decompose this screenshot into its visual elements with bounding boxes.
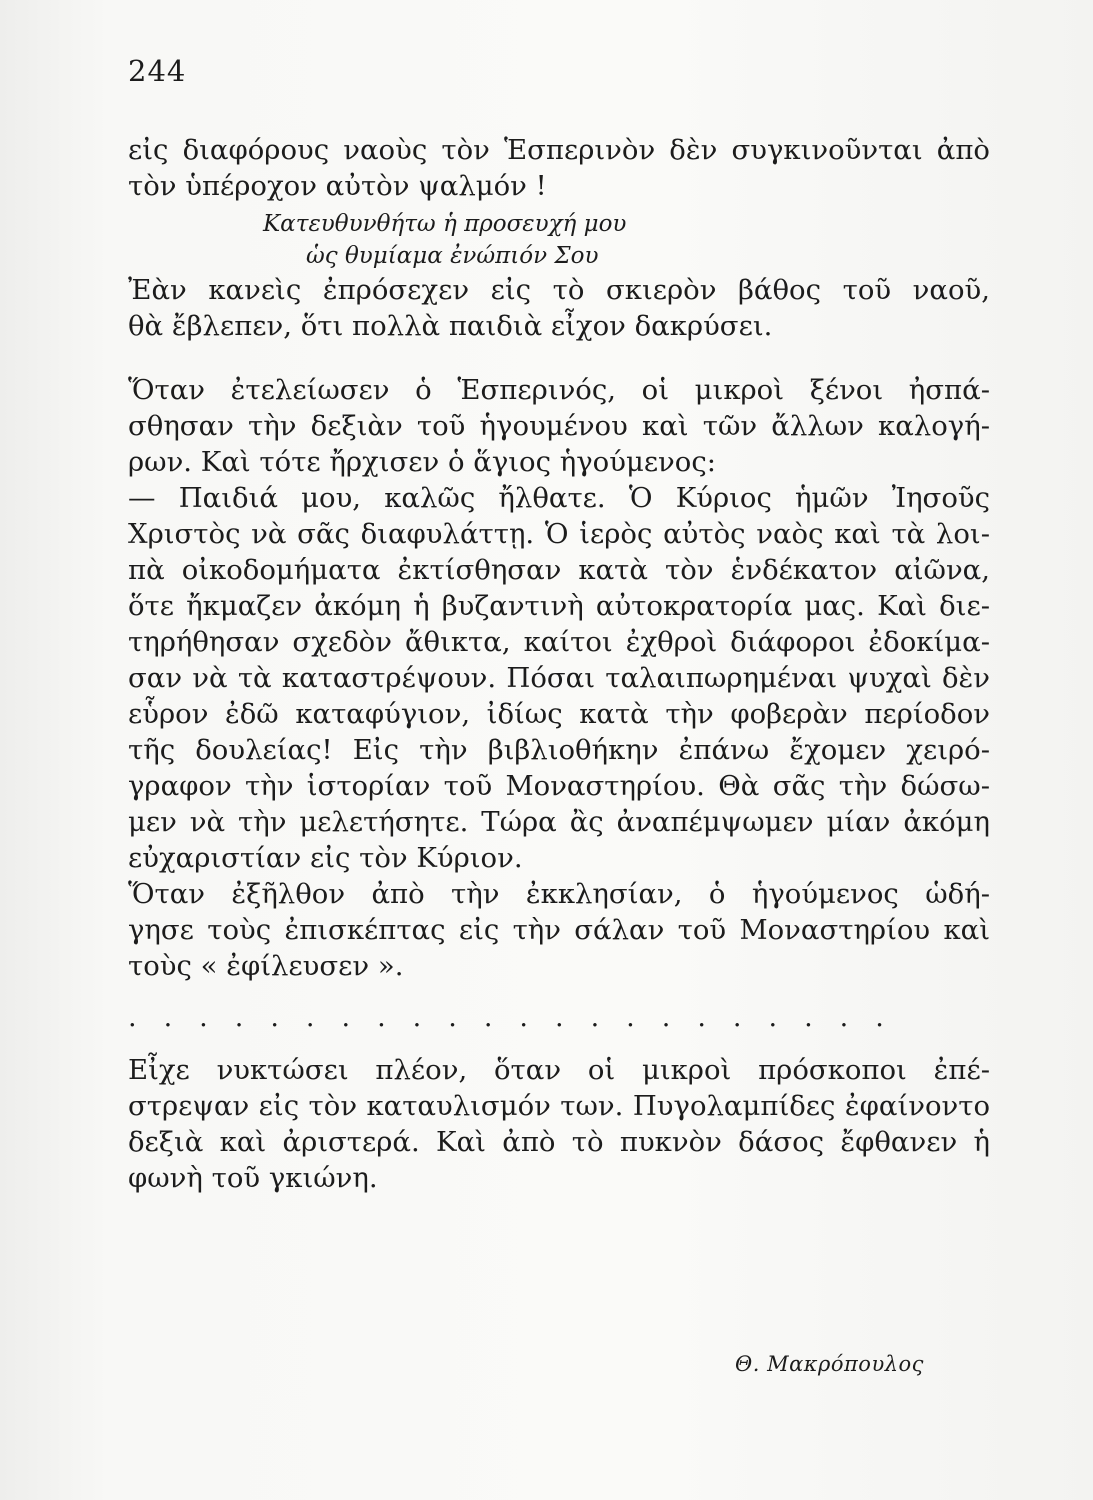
text-line: — Παιδιά μου, καλῶς ἤλθατε. Ὁ Κύριος ἡμῶν Ἰησοῦς	[128, 482, 990, 514]
text-line: Ἐὰν κανεὶς ἐπρόσεχεν εἰς τὸ σκιερὸν βάθος τοῦ ναοῦ,	[128, 274, 990, 306]
text-line: ρων. Καὶ τότε ἤρχισεν ὁ ἅγιος ἡγούμενος:	[128, 446, 717, 478]
text-line: σθησαν τὴν δεξιὰν τοῦ ἡγουμένου καὶ τῶν ἄλλων καλογή-	[128, 410, 990, 442]
verse-line: Κατευθυνθήτω ἡ προσευχή μου	[263, 211, 627, 237]
paragraph-4	[128, 480, 990, 876]
text-line: σαν νὰ τὰ καταστρέψουν. Πόσαι ταλαιπωρημέναι ψυχαὶ δὲν	[128, 662, 990, 694]
text-line: θὰ ἔβλεπεν, ὅτι πολλὰ παιδιὰ εἶχον δακρύσει.	[128, 310, 773, 342]
text-line: Χριστὸς νὰ σᾶς διαφυλάττῃ. Ὁ ἱερὸς αὐτὸς ναὸς καὶ τὰ λοι-	[128, 518, 990, 550]
paragraph-2	[128, 272, 990, 344]
text-line: γραφον τὴν ἱστορίαν τοῦ Μοναστηρίου. Θὰ σᾶς τὴν δώσω-	[128, 770, 990, 802]
paragraph-6	[128, 1052, 990, 1196]
text-line: τῆς δουλείας! Εἰς τὴν βιβλιοθήκην ἐπάνω ἔχομεν χειρό-	[128, 734, 990, 766]
text-line: δεξιὰ καὶ ἀριστερά. Καὶ ἀπὸ τὸ πυκνὸν δάσος ἔφθανεν ἡ	[128, 1126, 990, 1158]
text-line: εὗρον ἐδῶ καταφύγιον, ἰδίως κατὰ τὴν φοβερὰν περίοδον	[128, 698, 990, 730]
paragraph-spacer	[128, 1036, 990, 1052]
text-line: γησε τοὺς ἐπισκέπτας εἰς τὴν σάλαν τοῦ Μοναστηρίου καὶ	[128, 914, 990, 946]
text-line: εἰς διαφόρους ναοὺς τὸν Ἑσπερινὸν δὲν συγκινοῦνται ἀπὸ	[128, 134, 990, 166]
author-signature: Θ. Μακρόπουλος	[735, 1352, 924, 1376]
text-line: στρεψαν εἰς τὸν καταυλισμόν των. Πυγολαμπίδες ἐφαίνοντο	[128, 1090, 990, 1122]
paragraph-spacer	[128, 984, 990, 1000]
paragraph-3	[128, 372, 990, 480]
paragraph-1	[128, 132, 990, 204]
paragraph-5	[128, 876, 990, 984]
psalm-verse	[128, 208, 990, 272]
text-line: τὸν ὑπέροχον αὐτὸν ψαλμόν !	[128, 170, 547, 202]
text-line: πὰ οἰκοδομήματα ἐκτίσθησαν κατὰ τὸν ἑνδέκατον αἰῶνα,	[128, 554, 990, 586]
text-line: εὐχαριστίαν εἰς τὸν Κύριον.	[128, 842, 523, 874]
page-body	[128, 132, 990, 1196]
text-line: Ὅταν ἐτελείωσεν ὁ Ἑσπερινός, οἱ μικροὶ ξένοι ἠσπά-	[128, 374, 990, 406]
ellipsis-separator: ......................	[128, 1002, 911, 1033]
paragraph-spacer	[128, 344, 990, 372]
text-line: μεν νὰ τὴν μελετήσητε. Τώρα ἂς ἀναπέμψωμεν μίαν ἀκόμη	[128, 806, 990, 838]
verse-line: ὡς θυμίαμα ἐνώπιόν Σου	[306, 243, 599, 269]
text-line: φωνὴ τοῦ γκιώνη.	[128, 1162, 378, 1194]
text-line: ὅτε ἤκμαζεν ἀκόμη ἡ βυζαντινὴ αὐτοκρατορία μας. Καὶ διε-	[128, 590, 990, 622]
text-line: Εἶχε νυκτώσει πλέον, ὅταν οἱ μικροὶ πρόσκοποι ἐπέ-	[128, 1054, 990, 1086]
page-number: 244	[128, 54, 187, 88]
text-line: τηρήθησαν σχεδὸν ἄθικτα, καίτοι ἐχθροὶ διάφοροι ἐδοκίμα-	[128, 626, 990, 658]
text-line: τοὺς « ἐφίλευσεν ».	[128, 950, 404, 982]
text-line: Ὅταν ἐξῆλθον ἀπὸ τὴν ἐκκλησίαν, ὁ ἡγούμενος ὡδή-	[128, 878, 990, 910]
